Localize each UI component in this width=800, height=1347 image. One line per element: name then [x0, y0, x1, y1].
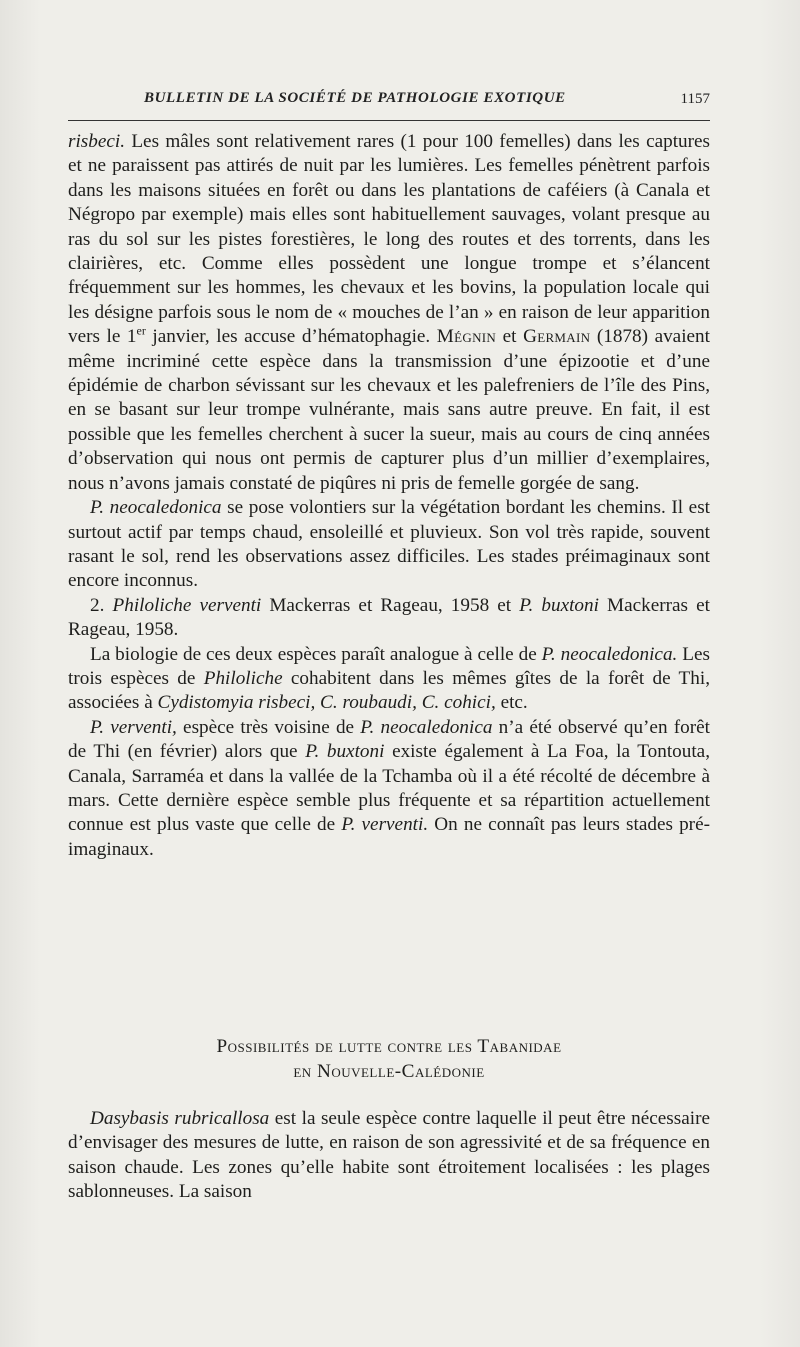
text-run: se pose volontiers sur la végétation bordant les chemins. Il est surtout actif par temps chaud, ensoleillé et pluvieux. Son vol très rapide, souvent rasant le sol, rend les observations assez difficiles. Les stades préimaginaux sont encore inconnus.	[68, 497, 710, 592]
paragraph-4	[68, 643, 710, 716]
species-list: Cydistomyia risbeci, C. roubaudi, C. cohici,	[157, 692, 496, 714]
header-rule	[68, 120, 710, 121]
section-text	[68, 1107, 710, 1205]
section-heading-line-2: en Nouvelle-Calédonie	[293, 1061, 485, 1082]
section-heading-line-1: Possibilités de lutte contre les Tabanidae	[216, 1036, 562, 1057]
text-run: La biologie de ces deux espèces paraît analogue à celle de	[90, 643, 542, 665]
text-run: etc.	[495, 692, 528, 714]
species-name: P. neocaledonica	[90, 497, 222, 519]
text-run: n’a été observé qu’en forêt de Thi (en février) alors que	[68, 716, 710, 763]
page-number: 1157	[680, 91, 710, 107]
paragraph-1	[68, 130, 710, 496]
paragraph-2	[68, 496, 710, 594]
text-run: espèce très voisine de	[176, 716, 361, 738]
paragraph-6	[68, 1107, 710, 1205]
text-run: et	[496, 326, 524, 348]
species-name: Dasybasis rubricallosa	[90, 1108, 270, 1129]
paragraph-5	[68, 716, 710, 862]
text-run: Les mâles sont relativement rares (1 pour 100 femelles) dans les captures et ne paraissent pas attirés de nuit par les lumières. Les femelles pénètrent parfois dans les maisons situées en forêt ou dans les plantations de caféiers (à Canala et Négropo par exemple) mais elles sont habituellement sauvages, volant presque au ras du sol sur les pistes forestières, le long des routes et des torrents, dans les clairières, etc. Comme elles possèdent une longue trompe et s’élancent fréquemment sur les hommes, les chevaux et les bovins, la population locale qui les désigne parfois sous le nom de « mouches de l’an » en raison de leur apparition vers le 1	[68, 131, 710, 348]
text-run: Les trois espèces de	[68, 643, 710, 689]
species-name: P. neocaledonica.	[541, 643, 678, 665]
species-name: P. buxtoni	[519, 594, 599, 616]
paragraph-3	[68, 594, 710, 643]
text-run: On ne connaît pas leurs stades préimaginaux.	[68, 814, 710, 860]
author-name: Mégnin	[436, 326, 497, 348]
text-run: est la seule espèce contre laquelle il peut être nécessaire d’envisager des mesures de lutte, en raison de son agressivité et de sa fréquence en saison chaude. Les zones qu’elle habite sont étroitement localisées : les plages sablonneuses. La saison	[68, 1108, 710, 1203]
text-run: Mackerras et Rageau, 1958.	[68, 594, 710, 641]
text-run: existe également à La Foa, la Tontouta, Canala, Sarraméa et dans la vallée de la Tchamba où il a été récolté de décembre à mars. Cette dernière espèce semble plus fréquente et sa répartition actuellement connue est plus vaste que celle de	[68, 741, 710, 836]
section-heading	[68, 1034, 710, 1084]
species-name: P. neocaledonica	[360, 716, 493, 738]
running-header	[68, 90, 710, 114]
species-name: P. verventi.	[341, 814, 429, 836]
text-run: Mackerras et Rageau, 1958 et	[261, 594, 520, 616]
running-title: BULLETIN DE LA SOCIÉTÉ DE PATHOLOGIE EXOTIQUE	[144, 90, 566, 106]
text-run: (1878) avaient même incriminé cette espèce dans la transmission d’une épizootie et d’une épidémie de charbon sévissant sur les chevaux et les palefreniers de l’île des Pins, en se basant sur leur trompe vulnérante, mais sans autre preuve. En fait, il est possible que les femelles cherchent à sucer la sueur, mais au cours de cinq années d’observation qui nous ont permis de capturer plus d’un millier d’exemplaires, nous n’avons jamais constaté de piqûres ni pris de femelle gorgée de sang.	[68, 326, 710, 494]
author-name: Germain	[523, 326, 591, 348]
ordinal-superscript: er	[136, 323, 146, 338]
species-name: P. verventi,	[90, 716, 177, 738]
list-number: 2.	[90, 594, 113, 616]
genus-name: Philoliche	[203, 667, 283, 689]
species-name: P. buxtoni	[305, 741, 385, 763]
species-name: risbeci.	[68, 131, 126, 152]
main-text	[68, 130, 710, 862]
text-run: cohabitent dans les mêmes gîtes de la forêt de Thi, associées à	[68, 667, 710, 714]
text-run: janvier, les accuse d’hématophagie.	[145, 326, 437, 348]
species-name: Philoliche verventi	[112, 594, 262, 616]
